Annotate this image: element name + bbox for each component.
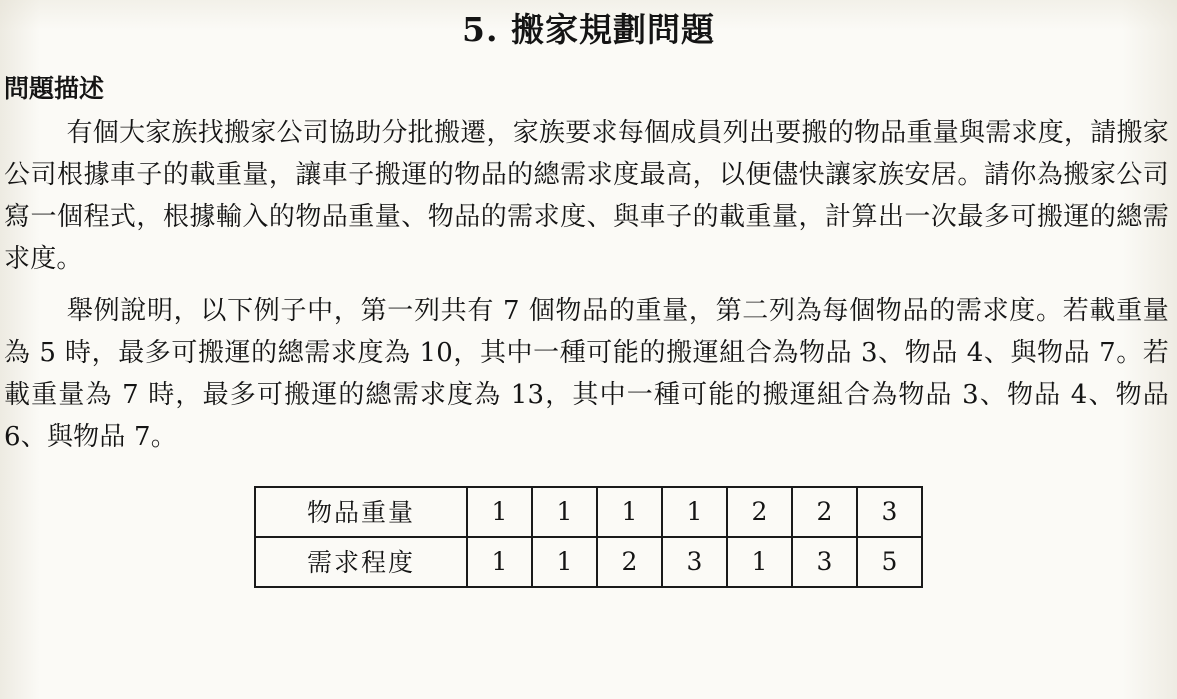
cell-weight-4: 1 <box>662 487 727 537</box>
paragraph-example-explanation <box>4 290 1169 458</box>
cell-demand-3: 2 <box>597 537 662 587</box>
page-title: 5. 搬家規劃問題 <box>462 10 715 49</box>
cell-demand-5: 1 <box>727 537 792 587</box>
row-label-weight: 物品重量 <box>255 487 467 537</box>
cell-demand-1: 1 <box>467 537 532 587</box>
cell-weight-1: 1 <box>467 487 532 537</box>
table-row <box>255 537 922 587</box>
cell-demand-4: 3 <box>662 537 727 587</box>
paragraph-problem-statement <box>4 112 1169 280</box>
cell-demand-7: 5 <box>857 537 922 587</box>
cell-weight-7: 3 <box>857 487 922 537</box>
cell-weight-5: 2 <box>727 487 792 537</box>
table-row <box>255 487 922 537</box>
cell-demand-6: 3 <box>792 537 857 587</box>
cell-weight-2: 1 <box>532 487 597 537</box>
example-data-table <box>254 486 923 588</box>
cell-weight-6: 2 <box>792 487 857 537</box>
paragraph-2-text: 舉例說明，以下例子中，第一列共有 7 個物品的重量，第二列為每個物品的需求度。若載重量為 5 時，最多可搬運的總需求度為 10，其中一種可能的搬運組合為物品 3、物品 4、與物品 7。若載重量為 7 時，最多可搬運的總需求度為 13，其中一種可能的搬運組合為物品 3、物品 4、物品 6、與物品 7。 <box>4 296 1169 453</box>
section-heading-problem-description: 問題描述 <box>4 73 105 103</box>
row-label-demand: 需求程度 <box>255 537 467 587</box>
example-table-container <box>0 486 1177 588</box>
paragraph-1-text: 有個大家族找搬家公司協助分批搬遷，家族要求每個成員列出要搬的物品重量與需求度，請搬家公司根據車子的載重量，讓車子搬運的物品的總需求度最高，以便儘快讓家族安居。請你為搬家公司寫一個程式，根據輸入的物品重量、物品的需求度、與車子的載重量，計算出一次最多可搬運的總需求度。 <box>4 117 1169 274</box>
cell-weight-3: 1 <box>597 487 662 537</box>
cell-demand-2: 1 <box>532 537 597 587</box>
